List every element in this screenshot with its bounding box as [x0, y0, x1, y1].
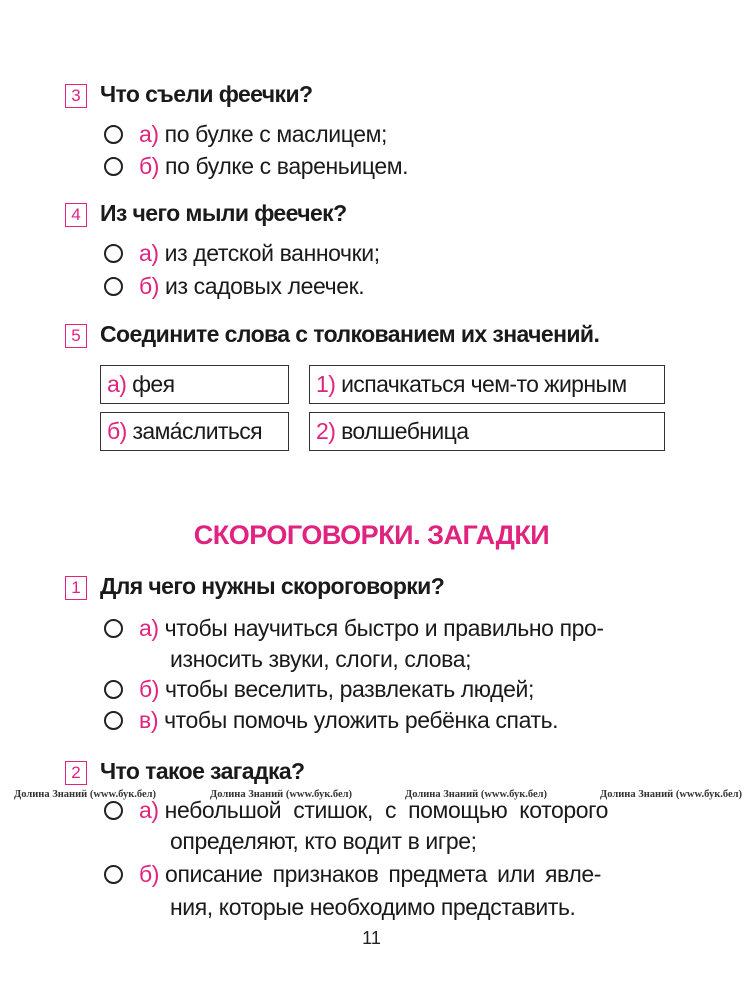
option-text: небольшой стишок, с помощью которого: [164, 797, 609, 823]
page-number: 11: [362, 928, 381, 948]
answer-radio[interactable]: [104, 244, 123, 263]
option-text: из детской ванночки;: [164, 240, 380, 266]
watermark: Долина Знаний (www.бук.бел): [405, 789, 548, 800]
question-text: Из чего мыли феечек?: [100, 200, 347, 226]
meaning-box[interactable]: [309, 365, 665, 404]
option-text: по булке с вареньицем.: [165, 153, 409, 179]
option-text: описание признаков предмета или явле-: [165, 861, 601, 887]
option-letter: а): [139, 121, 159, 147]
option-letter: а): [139, 797, 159, 823]
question-number: 5: [65, 324, 87, 348]
answer-radio[interactable]: [104, 680, 123, 699]
question-text: Для чего нужны скороговорки?: [100, 573, 445, 599]
box-letter: 2): [316, 418, 336, 444]
question-number: 3: [65, 84, 87, 108]
box-text: зама́слиться: [132, 418, 263, 444]
option-letter: б): [139, 273, 160, 299]
box-letter: а): [107, 371, 127, 397]
question-number: 1: [65, 576, 87, 600]
question-text: Что съели феечки?: [100, 81, 313, 107]
box-letter: 1): [316, 371, 336, 397]
answer-radio[interactable]: [104, 711, 123, 730]
option-letter: а): [139, 615, 159, 641]
option-text-continued: определяют, кто водит в игре;: [170, 828, 477, 854]
answer-radio[interactable]: [104, 801, 123, 820]
answer-option: [139, 271, 364, 301]
answer-option: [139, 674, 534, 704]
answer-radio[interactable]: [104, 125, 123, 144]
question-text: Что такое загадка?: [100, 758, 305, 784]
section-title: СКОРОГОВОРКИ. ЗАГАДКИ: [193, 520, 550, 550]
answer-option: [139, 795, 608, 825]
question-number: 2: [65, 761, 87, 785]
option-letter: б): [139, 676, 160, 702]
answer-radio[interactable]: [104, 619, 123, 638]
answer-option: [139, 705, 558, 735]
option-text: чтобы помочь уложить ребёнка спать.: [164, 707, 559, 733]
option-letter: б): [139, 861, 160, 887]
option-text-continued: износить звуки, слоги, слова;: [170, 646, 472, 672]
answer-option: [139, 859, 601, 889]
answer-option: [139, 238, 380, 268]
word-box[interactable]: [100, 365, 289, 404]
answer-radio[interactable]: [104, 277, 123, 296]
answer-option: [139, 613, 604, 643]
answer-radio[interactable]: [104, 865, 123, 884]
option-text: чтобы веселить, развлекать людей;: [165, 676, 534, 702]
answer-option: [139, 151, 408, 181]
box-text: испачкаться чем-то жирным: [341, 371, 627, 397]
box-letter: б): [107, 418, 127, 444]
watermark: Долина Знаний (www.бук.бел): [14, 789, 157, 800]
watermark: Долина Знаний (www.бук.бел): [600, 789, 743, 800]
box-text: фея: [132, 371, 175, 397]
option-letter: а): [139, 240, 159, 266]
option-letter: в): [139, 707, 159, 733]
word-box[interactable]: [100, 412, 289, 451]
option-text: по булке с маслицем;: [164, 121, 388, 147]
answer-radio[interactable]: [104, 157, 123, 176]
question-text: Соедините слова с толкованием их значений.: [100, 321, 600, 347]
watermark: Долина Знаний (www.бук.бел): [210, 789, 353, 800]
option-text-continued: ния, которые необходимо представить.: [170, 894, 576, 920]
question-number: 4: [65, 203, 87, 227]
box-text: волшебница: [341, 418, 469, 444]
option-text: из садовых леечек.: [165, 273, 365, 299]
option-text: чтобы научиться быстро и правильно про-: [164, 615, 604, 641]
option-letter: б): [139, 153, 160, 179]
answer-option: [139, 119, 387, 149]
meaning-box[interactable]: [309, 412, 665, 451]
